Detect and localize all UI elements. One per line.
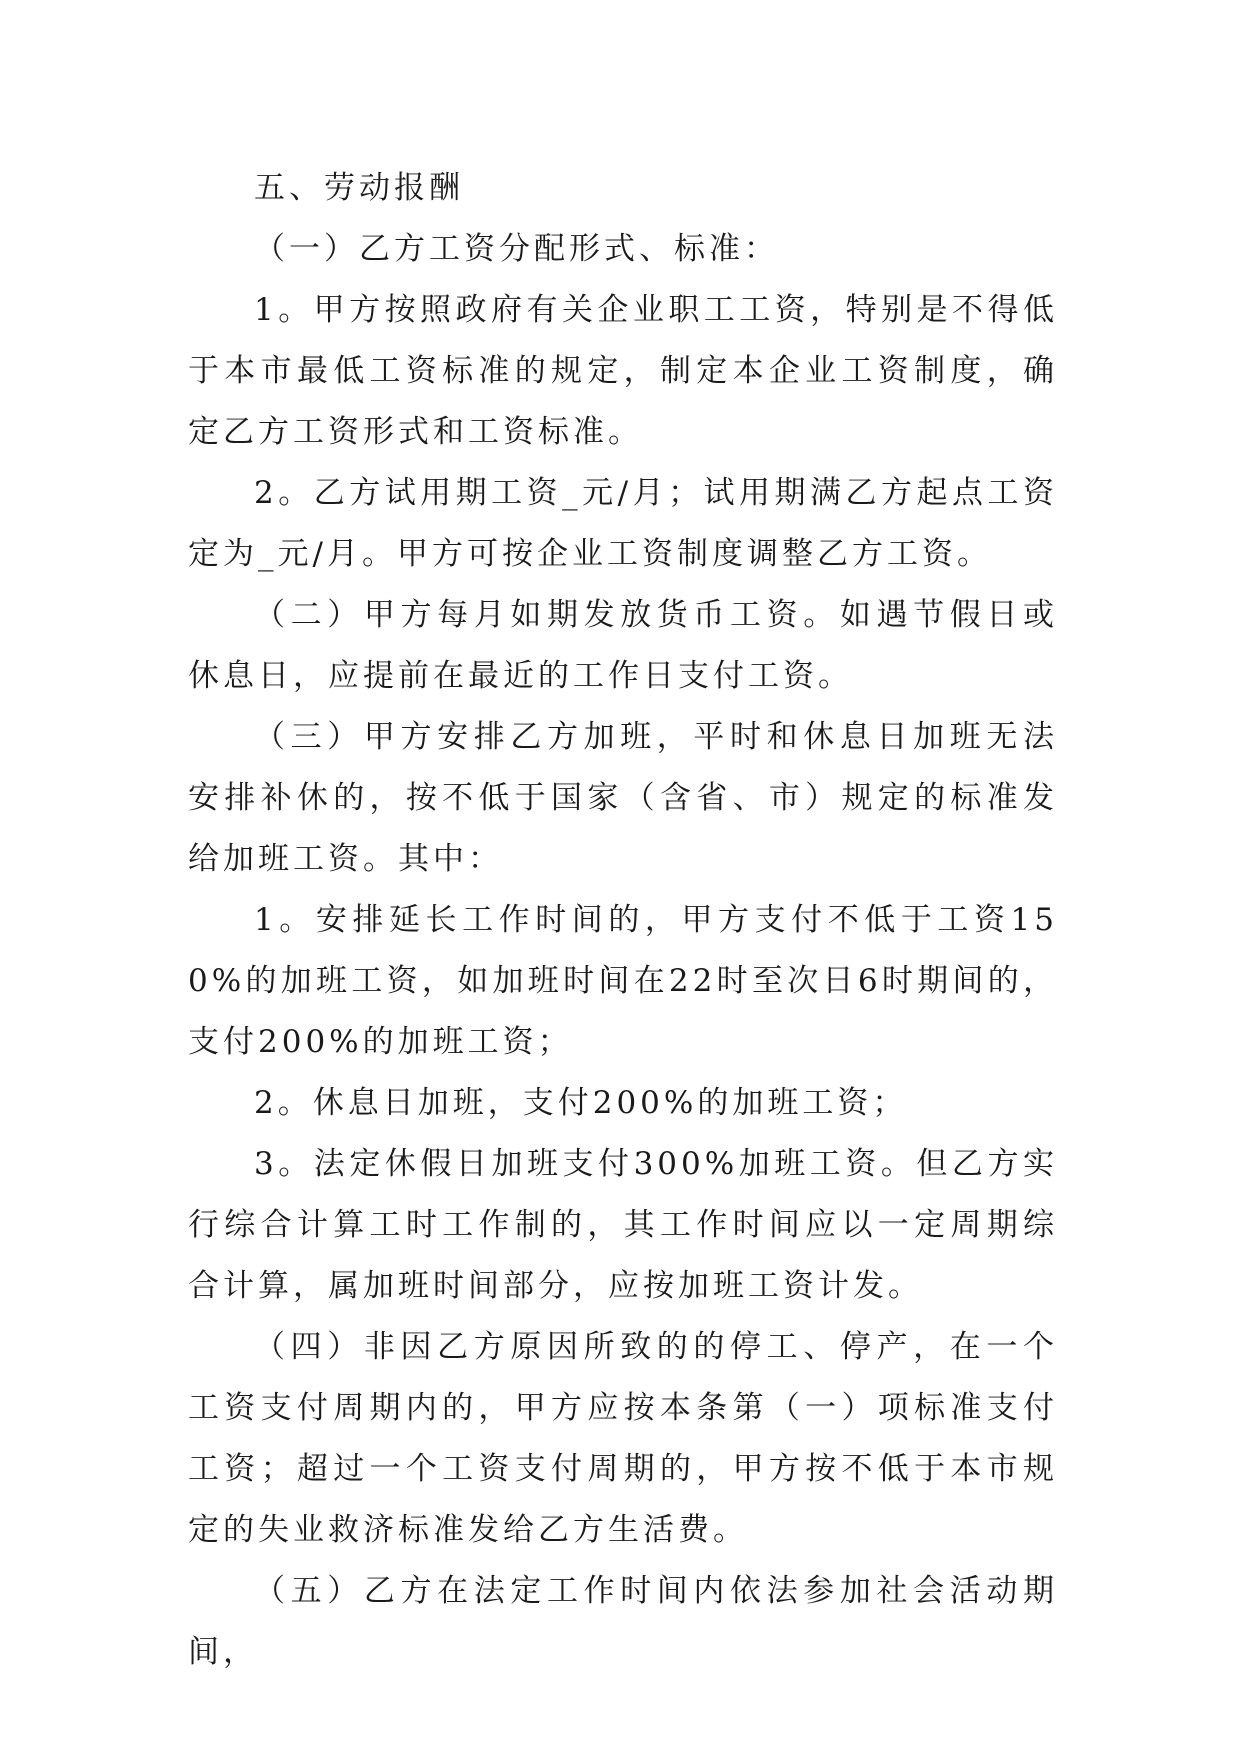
paragraph: （四）非因乙方原因所致的的停工、停产，在一个工资支付周期内的，甲方应按本条第（一）项标准支付工资；超过一个工资支付周期的，甲方按不低于本市规定的失业救济标准发给乙方生活费。 <box>188 1329 1058 1548</box>
paragraph: 3。法定休假日加班支付300%加班工资。但乙方实行综合计算工时工作制的，其工作时间应以一定周期综合计算，属加班时间部分，应按加班工资计发。 <box>188 1146 1058 1304</box>
section-heading: 五、劳动报酬 <box>254 170 464 206</box>
paragraph: 1。甲方按照政府有关企业职工工资，特别是不得低于本市最低工资标准的规定，制定本企业工资制度，确定乙方工资形式和工资标准。 <box>188 292 1058 450</box>
paragraph: 2。乙方试用期工资_元/月；试用期满乙方起点工资定为_元/月。甲方可按企业工资制度调整乙方工资。 <box>188 475 1058 572</box>
subsection-heading: （一）乙方工资分配形式、标准： <box>254 231 779 267</box>
paragraph: （五）乙方在法定工作时间内依法参加社会活动期间， <box>188 1573 1058 1670</box>
paragraph: 1。安排延长工作时间的，甲方支付不低于工资150%的加班工资，如加班时间在22时至次日6时期间的，支付200%的加班工资； <box>188 902 1058 1060</box>
paragraph: （三）甲方安排乙方加班，平时和休息日加班无法安排补休的，按不低于国家（含省、市）规定的标准发给加班工资。其中： <box>188 719 1058 877</box>
document-body <box>188 158 1058 1683</box>
paragraph: （二）甲方每月如期发放货币工资。如遇节假日或休息日，应提前在最近的工作日支付工资。 <box>188 597 1058 694</box>
paragraph: 2。休息日加班，支付200%的加班工资； <box>254 1085 908 1121</box>
